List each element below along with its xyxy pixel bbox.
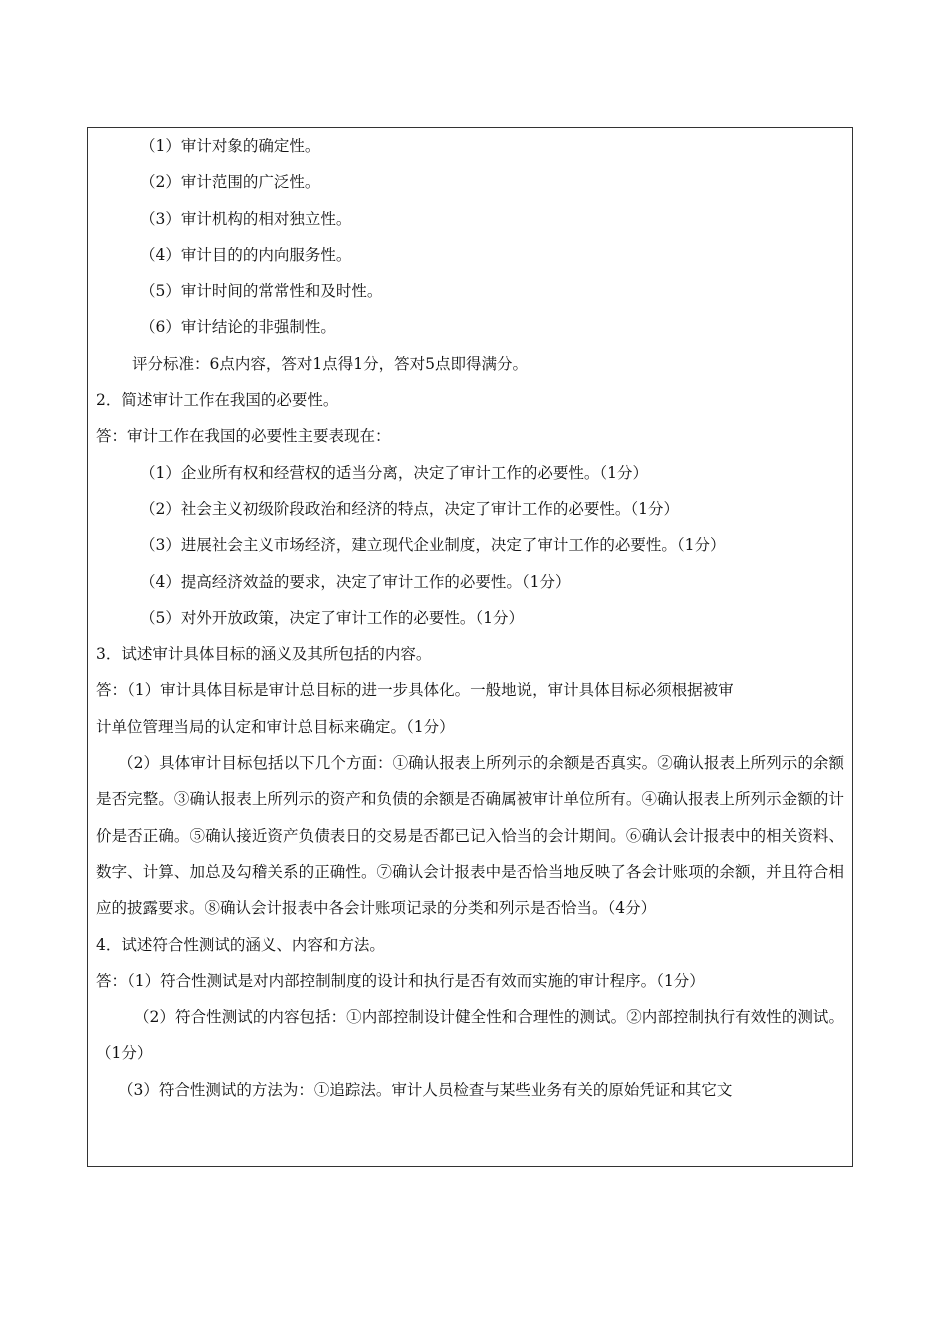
document-body [88, 128, 852, 1108]
q3-question: 3．试述审计具体目标的涵义及其所包括的内容。 [96, 645, 432, 664]
q4-answer-p2: （2）符合性测试的内容包括：①内部控制设计健全性和合理性的测试。②内部控制执行有效性的测试。（1分） [96, 1008, 844, 1063]
q1-item-4: （4）审计目的的内向服务性。 [140, 245, 352, 264]
q3-answer-p2: （2）具体审计目标包括以下几个方面：①确认报表上所列示的余额是否真实。②确认报表上所列示的余额是否完整。③确认报表上所列示的资产和负债的余额是否确属被审计单位所有。④确认报表上所列示金额的计价是否正确。⑤确认接近资产负债表日的交易是否都已记入恰当的会计期间。⑥确认会计报表中的相关资料、数字、计算、加总及勾稽关系的正确性。⑦确认会计报表中是否恰当地反映了各会计账项的余额，并且符合相应的披露要求。⑧确认会计报表中各会计账项记录的分类和列示是否恰当。（4分） [96, 754, 844, 918]
q2-item-1: （1）企业所有权和经营权的适当分离，决定了审计工作的必要性。（1分） [140, 463, 648, 482]
q2-question: 2．简述审计工作在我国的必要性。 [96, 391, 339, 410]
q1-scoring-standard: 评分标准：6点内容，答对1点得1分，答对5点即得满分。 [132, 354, 528, 373]
q2-item-2: （2）社会主义初级阶段政治和经济的特点，决定了审计工作的必要性。（1分） [140, 499, 679, 518]
q1-item-5: （5）审计时间的常常性和及时性。 [140, 282, 383, 301]
q1-item-6: （6）审计结论的非强制性。 [140, 318, 336, 337]
q1-item-1: （1）审计对象的确定性。 [140, 137, 321, 155]
q3-answer-p1-line1: 答：（1）审计具体目标是审计总目标的进一步具体化。一般地说，审计具体目标必须根据被审 [96, 681, 734, 700]
q4-question: 4．试述符合性测试的涵义、内容和方法。 [96, 935, 385, 954]
q3-answer-p1-line2: 计单位管理当局的认定和审计总目标来确定。（1分） [96, 717, 455, 736]
answer-table-cell [87, 127, 853, 1167]
q1-item-2: （2）审计范围的广泛性。 [140, 173, 321, 192]
q2-item-4: （4）提高经济效益的要求，决定了审计工作的必要性。（1分） [140, 572, 571, 591]
q2-answer-intro: 答：审计工作在我国的必要性主要表现在： [96, 427, 391, 446]
q4-answer-p1: 答：（1）符合性测试是对内部控制制度的设计和执行是否有效而实施的审计程序。（1分） [96, 971, 705, 990]
q2-item-3: （3）进展社会主义市场经济，建立现代企业制度，决定了审计工作的必要性。（1分） [140, 536, 726, 555]
q2-item-5: （5）对外开放政策，决定了审计工作的必要性。（1分） [140, 608, 524, 627]
q1-item-3: （3）审计机构的相对独立性。 [140, 209, 352, 228]
q4-answer-p3: （3）符合性测试的方法为：①追踪法。审计人员检查与某些业务有关的原始凭证和其它文 [118, 1080, 733, 1099]
